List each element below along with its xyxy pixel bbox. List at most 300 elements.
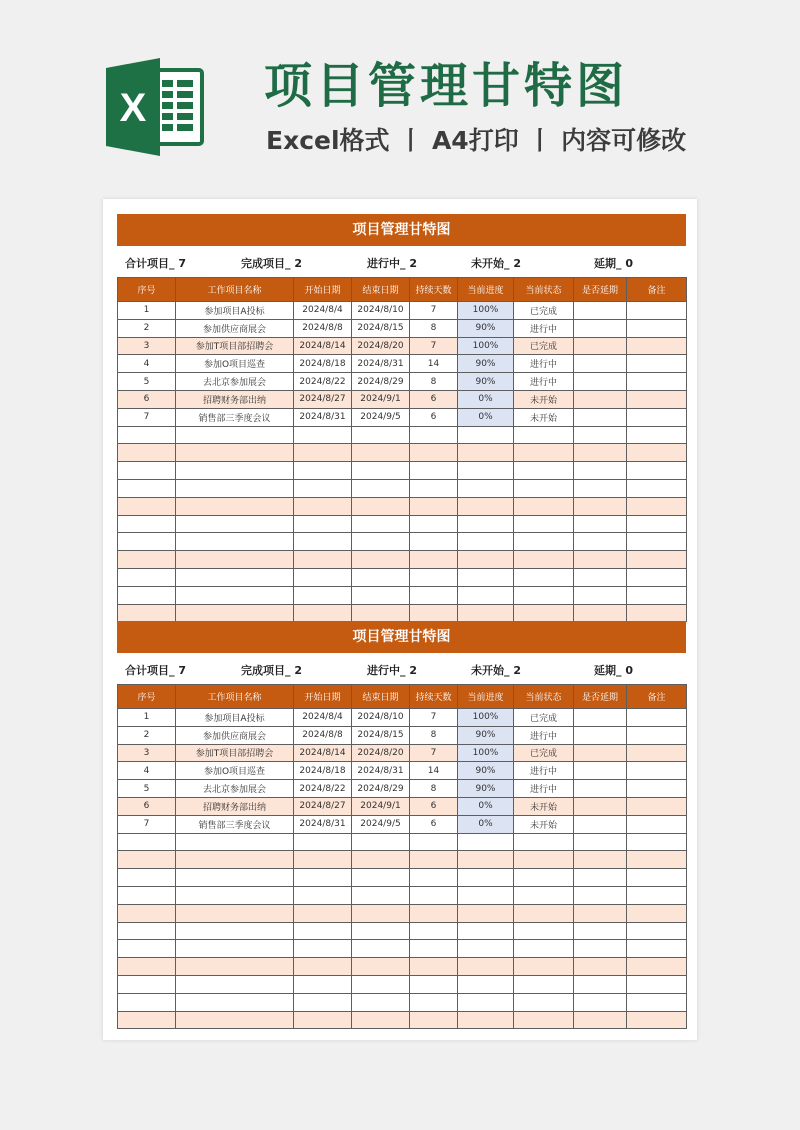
table-cell[interactable]: [176, 604, 294, 622]
table-cell[interactable]: 90%: [458, 762, 514, 780]
table-cell[interactable]: 8: [410, 319, 458, 337]
table-cell[interactable]: [627, 302, 687, 320]
table-cell[interactable]: [627, 726, 687, 744]
table-cell[interactable]: 6: [410, 390, 458, 408]
table-cell[interactable]: [118, 993, 176, 1011]
table-cell[interactable]: [458, 604, 514, 622]
table-cell[interactable]: [294, 533, 352, 551]
table-cell[interactable]: [410, 886, 458, 904]
table-cell[interactable]: [627, 993, 687, 1011]
table-cell[interactable]: [514, 604, 574, 622]
table-cell[interactable]: [176, 886, 294, 904]
table-cell[interactable]: [176, 568, 294, 586]
column-header[interactable]: 是否延期: [574, 278, 627, 302]
table-cell[interactable]: [176, 922, 294, 940]
table-cell[interactable]: [352, 958, 410, 976]
table-cell[interactable]: [574, 833, 627, 851]
table-cell[interactable]: [294, 479, 352, 497]
table-cell[interactable]: [410, 904, 458, 922]
table-cell[interactable]: 1: [118, 709, 176, 727]
table-cell[interactable]: 2024/8/18: [294, 762, 352, 780]
table-cell[interactable]: [118, 851, 176, 869]
table-cell[interactable]: [627, 390, 687, 408]
table-cell[interactable]: 4: [118, 762, 176, 780]
table-cell[interactable]: [514, 462, 574, 480]
table-cell[interactable]: [352, 922, 410, 940]
table-cell[interactable]: [118, 833, 176, 851]
table-cell[interactable]: [627, 586, 687, 604]
table-cell[interactable]: [514, 479, 574, 497]
table-cell[interactable]: 参加T项目部招聘会: [176, 744, 294, 762]
table-cell[interactable]: 5: [118, 373, 176, 391]
table-cell[interactable]: [574, 479, 627, 497]
table-cell[interactable]: [294, 586, 352, 604]
table-cell[interactable]: [458, 958, 514, 976]
table-cell[interactable]: [410, 586, 458, 604]
table-cell[interactable]: [574, 762, 627, 780]
table-cell[interactable]: [118, 444, 176, 462]
table-cell[interactable]: [458, 940, 514, 958]
table-cell[interactable]: [458, 993, 514, 1011]
table-cell[interactable]: 6: [118, 797, 176, 815]
table-cell[interactable]: 2024/8/22: [294, 373, 352, 391]
table-cell[interactable]: [352, 533, 410, 551]
table-cell[interactable]: [514, 940, 574, 958]
table-cell[interactable]: [352, 975, 410, 993]
table-cell[interactable]: 已完成: [514, 744, 574, 762]
table-cell[interactable]: [294, 568, 352, 586]
table-cell[interactable]: 0%: [458, 797, 514, 815]
table-cell[interactable]: 6: [410, 797, 458, 815]
table-cell[interactable]: [410, 551, 458, 569]
table-cell[interactable]: [118, 940, 176, 958]
table-cell[interactable]: 0%: [458, 390, 514, 408]
column-header[interactable]: 备注: [627, 278, 687, 302]
table-cell[interactable]: 2024/9/1: [352, 390, 410, 408]
table-cell[interactable]: [352, 851, 410, 869]
table-cell[interactable]: 100%: [458, 302, 514, 320]
table-cell[interactable]: 90%: [458, 319, 514, 337]
table-cell[interactable]: [627, 762, 687, 780]
table-cell[interactable]: [514, 426, 574, 444]
table-cell[interactable]: [118, 922, 176, 940]
table-cell[interactable]: [294, 940, 352, 958]
table-cell[interactable]: [627, 904, 687, 922]
table-cell[interactable]: 100%: [458, 709, 514, 727]
table-cell[interactable]: [294, 975, 352, 993]
table-cell[interactable]: 进行中: [514, 319, 574, 337]
table-cell[interactable]: [118, 904, 176, 922]
table-cell[interactable]: [176, 958, 294, 976]
table-cell[interactable]: 已完成: [514, 337, 574, 355]
table-cell[interactable]: [176, 426, 294, 444]
table-cell[interactable]: 2024/8/10: [352, 709, 410, 727]
table-cell[interactable]: [294, 497, 352, 515]
table-cell[interactable]: [574, 1011, 627, 1029]
table-cell[interactable]: [176, 479, 294, 497]
table-cell[interactable]: [118, 462, 176, 480]
table-cell[interactable]: 参加供应商展会: [176, 726, 294, 744]
table-cell[interactable]: [627, 408, 687, 426]
table-cell[interactable]: [514, 1011, 574, 1029]
table-cell[interactable]: [627, 940, 687, 958]
table-cell[interactable]: 已完成: [514, 709, 574, 727]
table-cell[interactable]: 90%: [458, 373, 514, 391]
table-cell[interactable]: [294, 551, 352, 569]
table-cell[interactable]: [574, 426, 627, 444]
table-cell[interactable]: [176, 904, 294, 922]
column-header[interactable]: 开始日期: [294, 685, 352, 709]
table-cell[interactable]: [627, 815, 687, 833]
table-cell[interactable]: [352, 515, 410, 533]
table-cell[interactable]: [118, 1011, 176, 1029]
table-cell[interactable]: 销售部三季度会议: [176, 815, 294, 833]
table-cell[interactable]: [627, 497, 687, 515]
table-cell[interactable]: [410, 604, 458, 622]
table-cell[interactable]: 2024/8/15: [352, 319, 410, 337]
table-cell[interactable]: 参加O项目巡查: [176, 762, 294, 780]
table-cell[interactable]: 8: [410, 726, 458, 744]
table-cell[interactable]: 7: [410, 337, 458, 355]
table-cell[interactable]: 8: [410, 780, 458, 798]
table-cell[interactable]: [294, 851, 352, 869]
table-cell[interactable]: 2: [118, 726, 176, 744]
table-cell[interactable]: 销售部三季度会议: [176, 408, 294, 426]
table-cell[interactable]: [294, 993, 352, 1011]
column-header[interactable]: 开始日期: [294, 278, 352, 302]
table-cell[interactable]: 2024/8/31: [352, 762, 410, 780]
table-cell[interactable]: [574, 533, 627, 551]
table-cell[interactable]: [294, 462, 352, 480]
table-cell[interactable]: 2024/9/5: [352, 815, 410, 833]
table-cell[interactable]: 2024/8/4: [294, 302, 352, 320]
column-header[interactable]: 工作项目名称: [176, 685, 294, 709]
table-cell[interactable]: [627, 975, 687, 993]
table-cell[interactable]: [627, 533, 687, 551]
table-cell[interactable]: 6: [118, 390, 176, 408]
table-cell[interactable]: [627, 551, 687, 569]
table-cell[interactable]: [574, 940, 627, 958]
table-cell[interactable]: [294, 833, 352, 851]
table-cell[interactable]: 7: [118, 408, 176, 426]
table-cell[interactable]: [458, 533, 514, 551]
table-cell[interactable]: [118, 515, 176, 533]
table-cell[interactable]: [118, 497, 176, 515]
table-cell[interactable]: [514, 586, 574, 604]
table-cell[interactable]: [176, 586, 294, 604]
table-cell[interactable]: [574, 604, 627, 622]
table-cell[interactable]: [574, 869, 627, 887]
table-cell[interactable]: 2024/8/14: [294, 337, 352, 355]
table-cell[interactable]: 2024/8/29: [352, 373, 410, 391]
table-cell[interactable]: [352, 886, 410, 904]
table-cell[interactable]: [352, 869, 410, 887]
table-cell[interactable]: [352, 444, 410, 462]
table-cell[interactable]: [574, 497, 627, 515]
table-cell[interactable]: 2024/9/5: [352, 408, 410, 426]
table-cell[interactable]: 2024/8/4: [294, 709, 352, 727]
table-cell[interactable]: [627, 709, 687, 727]
table-cell[interactable]: [574, 744, 627, 762]
table-cell[interactable]: [458, 975, 514, 993]
table-cell[interactable]: 进行中: [514, 762, 574, 780]
table-cell[interactable]: [118, 886, 176, 904]
column-header[interactable]: 结束日期: [352, 685, 410, 709]
table-cell[interactable]: [514, 497, 574, 515]
table-cell[interactable]: [410, 497, 458, 515]
table-cell[interactable]: [514, 851, 574, 869]
table-cell[interactable]: [176, 993, 294, 1011]
table-cell[interactable]: [574, 462, 627, 480]
table-cell[interactable]: [514, 904, 574, 922]
table-cell[interactable]: [574, 851, 627, 869]
table-cell[interactable]: [176, 851, 294, 869]
table-cell[interactable]: 100%: [458, 744, 514, 762]
table-cell[interactable]: [352, 1011, 410, 1029]
table-cell[interactable]: [458, 1011, 514, 1029]
table-cell[interactable]: [176, 497, 294, 515]
table-cell[interactable]: [294, 444, 352, 462]
table-cell[interactable]: 未开始: [514, 797, 574, 815]
column-header[interactable]: 是否延期: [574, 685, 627, 709]
table-cell[interactable]: 参加T项目部招聘会: [176, 337, 294, 355]
table-cell[interactable]: [352, 586, 410, 604]
table-cell[interactable]: [514, 551, 574, 569]
table-cell[interactable]: [458, 886, 514, 904]
table-cell[interactable]: [574, 551, 627, 569]
table-cell[interactable]: [352, 426, 410, 444]
table-cell[interactable]: [458, 869, 514, 887]
table-cell[interactable]: [294, 426, 352, 444]
table-cell[interactable]: 2024/9/1: [352, 797, 410, 815]
table-cell[interactable]: [118, 604, 176, 622]
table-cell[interactable]: [410, 940, 458, 958]
column-header[interactable]: 持续天数: [410, 685, 458, 709]
table-cell[interactable]: 90%: [458, 355, 514, 373]
table-cell[interactable]: 2024/8/27: [294, 390, 352, 408]
table-cell[interactable]: [118, 586, 176, 604]
table-cell[interactable]: [514, 533, 574, 551]
table-cell[interactable]: 6: [410, 408, 458, 426]
table-cell[interactable]: [574, 515, 627, 533]
table-cell[interactable]: [574, 726, 627, 744]
table-cell[interactable]: [574, 886, 627, 904]
table-cell[interactable]: 3: [118, 744, 176, 762]
table-cell[interactable]: 招聘财务部出纳: [176, 390, 294, 408]
table-cell[interactable]: [574, 319, 627, 337]
table-cell[interactable]: [118, 568, 176, 586]
table-cell[interactable]: [352, 940, 410, 958]
table-cell[interactable]: [294, 869, 352, 887]
table-cell[interactable]: [627, 515, 687, 533]
table-cell[interactable]: 7: [118, 815, 176, 833]
table-cell[interactable]: [118, 869, 176, 887]
table-cell[interactable]: [574, 780, 627, 798]
table-cell[interactable]: [514, 869, 574, 887]
table-cell[interactable]: [458, 479, 514, 497]
table-cell[interactable]: [574, 993, 627, 1011]
table-cell[interactable]: [118, 426, 176, 444]
table-cell[interactable]: [176, 551, 294, 569]
table-cell[interactable]: [410, 958, 458, 976]
table-cell[interactable]: 0%: [458, 408, 514, 426]
table-cell[interactable]: [514, 833, 574, 851]
table-cell[interactable]: [410, 444, 458, 462]
table-cell[interactable]: [294, 904, 352, 922]
table-cell[interactable]: [410, 479, 458, 497]
table-cell[interactable]: 0%: [458, 815, 514, 833]
table-cell[interactable]: [118, 533, 176, 551]
table-cell[interactable]: [627, 922, 687, 940]
table-cell[interactable]: [574, 373, 627, 391]
table-cell[interactable]: [627, 1011, 687, 1029]
table-cell[interactable]: 1: [118, 302, 176, 320]
table-cell[interactable]: [410, 515, 458, 533]
table-cell[interactable]: [627, 462, 687, 480]
table-cell[interactable]: [352, 551, 410, 569]
table-cell[interactable]: 参加供应商展会: [176, 319, 294, 337]
table-cell[interactable]: [574, 815, 627, 833]
table-cell[interactable]: [574, 904, 627, 922]
table-cell[interactable]: 7: [410, 302, 458, 320]
table-cell[interactable]: [294, 886, 352, 904]
table-cell[interactable]: [574, 922, 627, 940]
table-cell[interactable]: [574, 390, 627, 408]
table-cell[interactable]: [574, 337, 627, 355]
table-cell[interactable]: 进行中: [514, 726, 574, 744]
table-cell[interactable]: [176, 533, 294, 551]
table-cell[interactable]: 2024/8/31: [294, 815, 352, 833]
table-cell[interactable]: [627, 479, 687, 497]
table-cell[interactable]: [294, 958, 352, 976]
table-cell[interactable]: [410, 869, 458, 887]
table-cell[interactable]: [627, 851, 687, 869]
table-cell[interactable]: [458, 426, 514, 444]
table-cell[interactable]: [352, 568, 410, 586]
table-cell[interactable]: [176, 940, 294, 958]
table-cell[interactable]: 2024/8/22: [294, 780, 352, 798]
table-cell[interactable]: 2024/8/27: [294, 797, 352, 815]
table-cell[interactable]: [458, 904, 514, 922]
table-cell[interactable]: 2024/8/10: [352, 302, 410, 320]
table-cell[interactable]: [514, 444, 574, 462]
table-cell[interactable]: [627, 568, 687, 586]
table-cell[interactable]: [352, 479, 410, 497]
table-cell[interactable]: [574, 586, 627, 604]
table-cell[interactable]: 7: [410, 709, 458, 727]
table-cell[interactable]: [352, 604, 410, 622]
table-cell[interactable]: [458, 568, 514, 586]
table-cell[interactable]: [574, 408, 627, 426]
table-cell[interactable]: [627, 958, 687, 976]
table-cell[interactable]: 2024/8/20: [352, 337, 410, 355]
table-cell[interactable]: 去北京参加展会: [176, 373, 294, 391]
table-cell[interactable]: [410, 922, 458, 940]
column-header[interactable]: 序号: [118, 278, 176, 302]
table-cell[interactable]: [352, 993, 410, 1011]
table-cell[interactable]: [176, 1011, 294, 1029]
table-cell[interactable]: 进行中: [514, 780, 574, 798]
table-cell[interactable]: [627, 337, 687, 355]
table-cell[interactable]: [176, 515, 294, 533]
table-cell[interactable]: 去北京参加展会: [176, 780, 294, 798]
table-cell[interactable]: [410, 1011, 458, 1029]
table-cell[interactable]: [458, 833, 514, 851]
table-cell[interactable]: [627, 886, 687, 904]
table-cell[interactable]: 6: [410, 815, 458, 833]
table-cell[interactable]: [352, 462, 410, 480]
table-cell[interactable]: [574, 302, 627, 320]
table-cell[interactable]: [627, 319, 687, 337]
column-header[interactable]: 序号: [118, 685, 176, 709]
table-cell[interactable]: [118, 551, 176, 569]
table-cell[interactable]: [410, 568, 458, 586]
column-header[interactable]: 工作项目名称: [176, 278, 294, 302]
table-cell[interactable]: [514, 886, 574, 904]
table-cell[interactable]: 未开始: [514, 408, 574, 426]
table-cell[interactable]: [176, 833, 294, 851]
table-cell[interactable]: [458, 922, 514, 940]
table-cell[interactable]: 已完成: [514, 302, 574, 320]
table-cell[interactable]: [627, 869, 687, 887]
table-cell[interactable]: [118, 958, 176, 976]
table-cell[interactable]: [514, 958, 574, 976]
table-cell[interactable]: [627, 355, 687, 373]
table-cell[interactable]: [627, 426, 687, 444]
table-cell[interactable]: [514, 975, 574, 993]
table-cell[interactable]: [514, 922, 574, 940]
column-header[interactable]: 备注: [627, 685, 687, 709]
table-cell[interactable]: [574, 975, 627, 993]
table-cell[interactable]: 2024/8/18: [294, 355, 352, 373]
table-cell[interactable]: [458, 497, 514, 515]
table-cell[interactable]: 2: [118, 319, 176, 337]
table-cell[interactable]: [627, 444, 687, 462]
table-cell[interactable]: [410, 533, 458, 551]
table-cell[interactable]: 2024/8/8: [294, 726, 352, 744]
column-header[interactable]: 结束日期: [352, 278, 410, 302]
table-cell[interactable]: 未开始: [514, 390, 574, 408]
column-header[interactable]: 当前状态: [514, 685, 574, 709]
table-cell[interactable]: 进行中: [514, 373, 574, 391]
table-cell[interactable]: [176, 444, 294, 462]
table-cell[interactable]: 未开始: [514, 815, 574, 833]
table-cell[interactable]: [627, 744, 687, 762]
table-cell[interactable]: [458, 586, 514, 604]
table-cell[interactable]: 2024/8/8: [294, 319, 352, 337]
table-cell[interactable]: 参加项目A投标: [176, 302, 294, 320]
table-cell[interactable]: 2024/8/29: [352, 780, 410, 798]
table-cell[interactable]: 2024/8/15: [352, 726, 410, 744]
table-cell[interactable]: 4: [118, 355, 176, 373]
table-cell[interactable]: [352, 833, 410, 851]
table-cell[interactable]: [294, 515, 352, 533]
table-cell[interactable]: 90%: [458, 780, 514, 798]
table-cell[interactable]: [627, 604, 687, 622]
table-cell[interactable]: [458, 551, 514, 569]
table-cell[interactable]: [410, 851, 458, 869]
table-cell[interactable]: [118, 479, 176, 497]
table-cell[interactable]: 2024/8/14: [294, 744, 352, 762]
table-cell[interactable]: 100%: [458, 337, 514, 355]
table-cell[interactable]: [294, 922, 352, 940]
table-cell[interactable]: [352, 497, 410, 515]
table-cell[interactable]: 参加项目A投标: [176, 709, 294, 727]
table-cell[interactable]: 3: [118, 337, 176, 355]
table-cell[interactable]: [514, 993, 574, 1011]
table-cell[interactable]: [458, 462, 514, 480]
table-cell[interactable]: 7: [410, 744, 458, 762]
